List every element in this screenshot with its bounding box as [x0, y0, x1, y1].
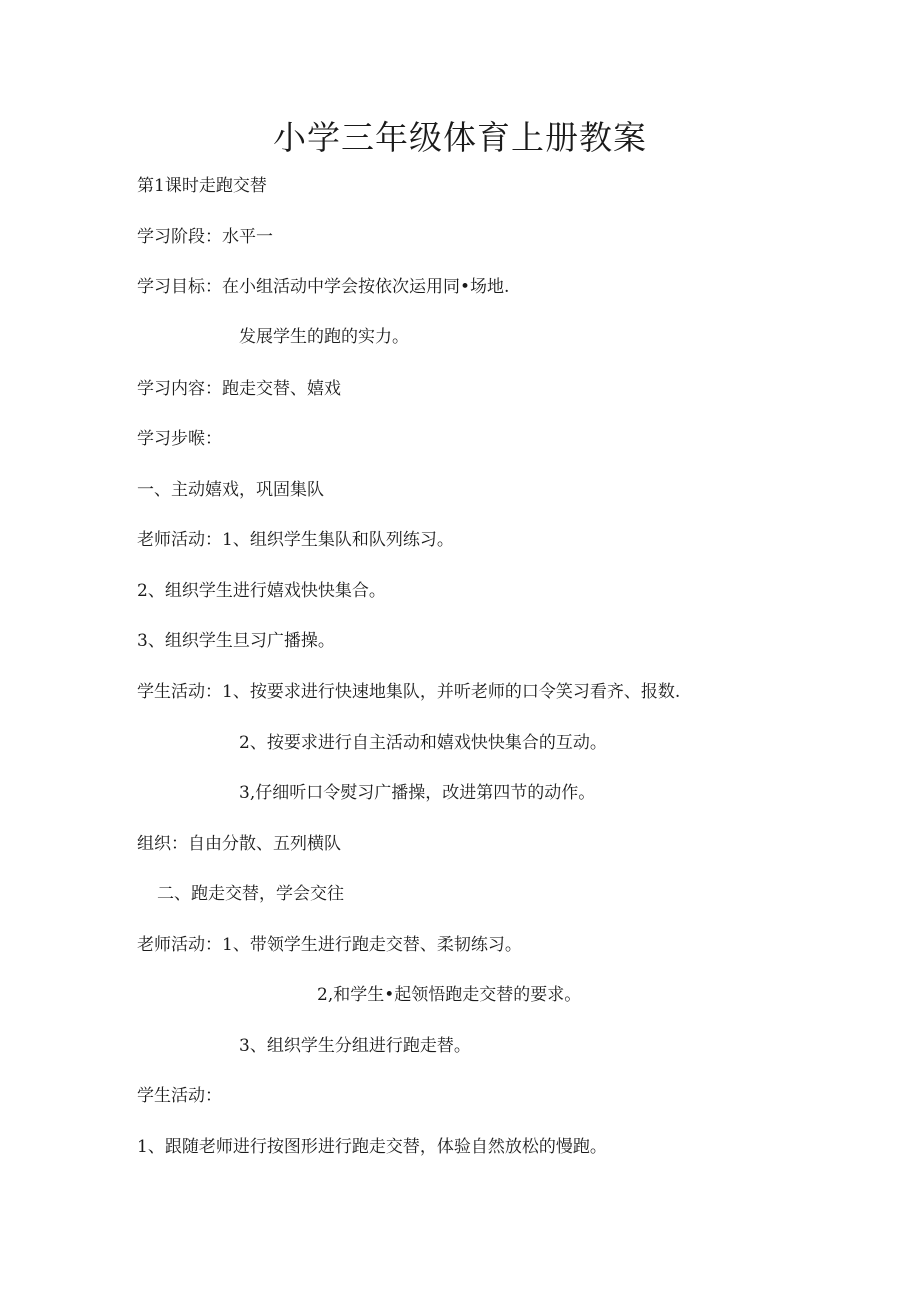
learning-goal-continued: 发展学生的跑的实力。 — [239, 327, 409, 347]
section-two-teacher-activity-3: 3、组织学生分组进行跑走替。 — [239, 1036, 471, 1056]
section-two-teacher-activity-2: 2,和学生•起领悟跑走交替的要求。 — [317, 985, 582, 1005]
section-one-heading: 一、主动嬉戏，巩固集队 — [137, 480, 324, 500]
learning-steps-heading: 学习步喉： — [137, 429, 222, 449]
learning-content: 学习内容：跑走交替、嬉戏 — [137, 379, 341, 399]
section-two-student-activity-heading: 学生活动： — [137, 1086, 222, 1106]
organization-line: 组织：自由分散、五列横队 — [137, 834, 341, 854]
student-activity-3: 3,仔细听口令熨习广播操，改进第四节的动作。 — [239, 783, 596, 803]
student-activity-2: 2、按要求进行自主活动和嬉戏快快集合的互动。 — [239, 733, 607, 753]
teacher-activity-3: 3、组织学生旦习广播操。 — [137, 631, 335, 651]
learning-stage: 学习阶段：水平一 — [137, 227, 273, 247]
section-two-teacher-activity-1: 老师活动：1、带领学生进行跑走交替、柔韧练习。 — [137, 935, 522, 955]
document-title: 小学三年级体育上册教案 — [273, 118, 647, 157]
student-activity-1: 学生活动：1、按要求进行快速地集队，并听老师的口令笑习看齐、报数. — [137, 682, 681, 702]
section-two-student-activity-1: 1、跟随老师进行按图形进行跑走交替，体验自然放松的慢跑。 — [137, 1137, 607, 1157]
teacher-activity-1: 老师活动：1、组织学生集队和队列练习。 — [137, 530, 454, 550]
lesson-heading: 第1课时走跑交替 — [137, 176, 267, 196]
section-two-heading: 二、跑走交替，学会交往 — [157, 884, 344, 904]
teacher-activity-2: 2、组织学生进行嬉戏快快集合。 — [137, 581, 386, 601]
learning-goal: 学习目标：在小组活动中学会按依次运用同•场地. — [137, 277, 510, 297]
